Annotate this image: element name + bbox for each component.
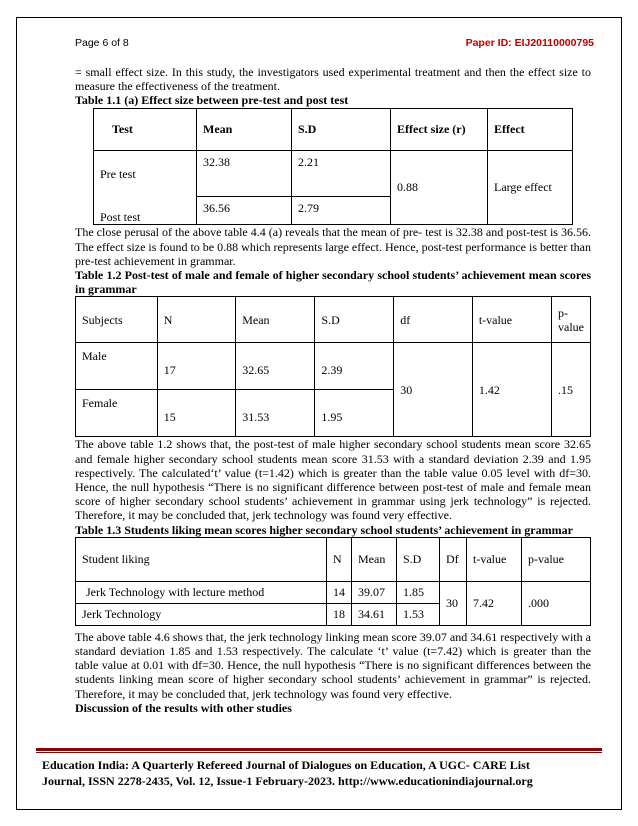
- table-header-row: [76, 297, 591, 343]
- paragraph-1: The close perusal of the above table 4.4 (a) reveals that the mean of pre- test is 32.38 and post-test is 36.56. The effect size is found to be 0.88 which represents large effect. Hence, post-test performance is better than pre-test achievement in grammar.: [75, 225, 591, 268]
- cell-df: 30: [440, 581, 467, 625]
- page-header: [75, 37, 594, 53]
- th-mean: Mean: [197, 108, 292, 150]
- cell-sd: 1.85: [397, 581, 440, 603]
- cell-p-value: .15: [552, 343, 591, 437]
- cell-mean: 32.65: [236, 343, 315, 390]
- cell-liking: Jerk Technology with lecture method: [76, 581, 327, 603]
- liking-ttest-table: [75, 537, 591, 626]
- cell-n: 14: [327, 581, 352, 603]
- th-subjects: Subjects: [76, 297, 158, 343]
- th-mean: Mean: [236, 297, 315, 343]
- th-sd: S.D: [315, 297, 394, 343]
- th-sd: S.D: [397, 537, 440, 581]
- footer-rule-thin: [36, 752, 602, 753]
- table1-caption: Table 1.1 (a) Effect size between pre-test and post test: [75, 93, 349, 108]
- cell-mean: 32.38: [197, 150, 292, 196]
- cell-n: 15: [157, 390, 236, 437]
- cell-sd: 2.39: [315, 343, 394, 390]
- th-n: N: [327, 537, 352, 581]
- table3-caption: Table 1.3 Students liking mean scores higher secondary school students’ achievement in grammar: [75, 522, 573, 537]
- th-test: Test: [94, 108, 197, 150]
- cell-mean: 34.61: [352, 603, 397, 625]
- effect-size-table: [93, 108, 573, 226]
- table-row: [76, 343, 591, 390]
- journal-footer: [42, 757, 598, 789]
- cell-test: Pre test: [94, 150, 197, 196]
- cell-t-value: 1.42: [472, 343, 551, 437]
- table-header-row: [76, 537, 591, 581]
- th-mean: Mean: [352, 537, 397, 581]
- cell-subject: Male: [76, 343, 158, 390]
- th-n: N: [157, 297, 236, 343]
- intro-paragraph: = small effect size. In this study, the investigators used experimental treatment and then the effect size to measure the effectiveness of the treatment.: [75, 65, 591, 94]
- discussion-heading: Discussion of the results with other studies: [75, 700, 292, 715]
- cell-subject: Female: [76, 390, 158, 437]
- gender-ttest-table: [75, 296, 591, 437]
- th-student-liking: Student liking: [76, 537, 327, 581]
- cell-effect-size: 0.88: [391, 150, 488, 225]
- cell-p-value: .000: [522, 581, 591, 625]
- cell-sd: 1.95: [315, 390, 394, 437]
- th-t-value: t-value: [472, 297, 551, 343]
- paragraph-3: The above table 4.6 shows that, the jerk technology linking mean score 39.07 and 34.61 respectively with a standard deviation 1.85 and 1.53 respectively. The calculate ‘t’ value (t=7.42) which is greater than the table value at 0.01 with df=30. Hence, the null hypothesis “There is no significant differences between the students linking mean score of higher secondary school students’ achievement in grammar” is rejected. Therefore, it may be concluded that, jerk technology was found very effective.: [75, 629, 591, 701]
- cell-sd: 2.79: [292, 196, 391, 225]
- th-p-value: p-value: [552, 297, 591, 343]
- main-content: [75, 65, 591, 715]
- table-header-row: [94, 108, 573, 150]
- th-effect: Effect: [488, 108, 573, 150]
- cell-sd: 2.21: [292, 150, 391, 196]
- table-row: [76, 581, 591, 603]
- cell-effect: Large effect: [488, 150, 573, 225]
- cell-n: 18: [327, 603, 352, 625]
- th-effect-size: Effect size (r): [391, 108, 488, 150]
- th-p-value: p-value: [522, 537, 591, 581]
- footer-line-1: Education India: A Quarterly Refereed Journal of Dialogues on Education, A UGC- CARE List: [42, 758, 530, 772]
- th-sd: S.D: [292, 108, 391, 150]
- cell-mean: 39.07: [352, 581, 397, 603]
- table-row: [94, 150, 573, 196]
- table2-caption: Table 1.2 Post-test of male and female of higher secondary school students’ achievement mean scores in grammar: [75, 267, 591, 297]
- cell-mean: 36.56: [197, 196, 292, 225]
- cell-sd: 1.53: [397, 603, 440, 625]
- paragraph-2: The above table 1.2 shows that, the post-test of male higher secondary school students mean score 32.65 and female higher secondary school students mean score 31.53 with a standard deviation 2.39 and 1.95 respectively. The calculated‘t’ value (t=1.42) which is greater than the table value 0.05 level with df=30. Hence, the null hypothesis “There is no significant difference between post-test of male and female mean score of higher secondary school students’ achievement in grammar using jerk technology” is rejected. Therefore, it may be concluded that, jerk technology was found very effective.: [75, 437, 591, 523]
- th-t-value: t-value: [467, 537, 522, 581]
- cell-test: Post test: [94, 196, 197, 225]
- th-df: df: [394, 297, 473, 343]
- cell-liking: Jerk Technology: [76, 603, 327, 625]
- paper-id: Paper ID: EIJ20110000795: [465, 37, 594, 49]
- page-number: Page 6 of 8: [75, 37, 129, 49]
- footer-line-2: Journal, ISSN 2278-2435, Vol. 12, Issue-1 February-2023. http://www.educationindiajournal.org: [42, 774, 533, 788]
- footer-rule-thick: [36, 748, 602, 751]
- th-df: Df: [440, 537, 467, 581]
- cell-n: 17: [157, 343, 236, 390]
- cell-mean: 31.53: [236, 390, 315, 437]
- cell-df: 30: [394, 343, 473, 437]
- cell-t-value: 7.42: [467, 581, 522, 625]
